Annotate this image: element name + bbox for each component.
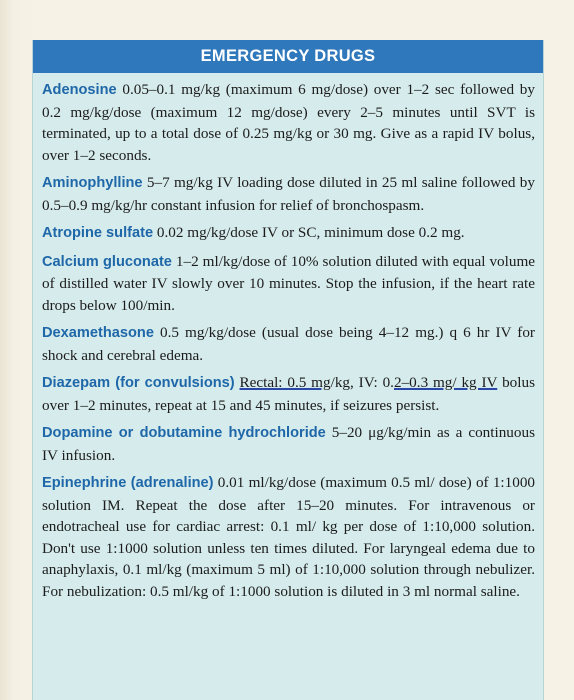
drug-name: Epinephrine (adrenaline) — [42, 475, 214, 491]
drug-dosage-part: bolus over 1–2 minutes, repeat at 15 and 45 minutes, if seizures persist. — [42, 374, 536, 414]
drug-dosage: 0.02 mg/kg/dose IV or SC, minimum dose 0.2 mg. — [156, 224, 465, 241]
drug-name: Dopamine or dobutamine hydrochloride — [42, 425, 326, 441]
drug-dosage: 0.5 mg/kg/dose (usual dose being 4–12 mg.) q 6 hr IV for shock and cerebral edema. — [42, 324, 535, 364]
pen-underline-rectal: Rectal: 0.5 mg — [239, 374, 331, 391]
drug-entry-aminophylline — [42, 172, 535, 216]
pen-underline-iv: 2–0.3 mg/ kg IV — [393, 374, 498, 391]
drug-name: Calcium gluconate — [42, 253, 172, 270]
drug-entry-atropine — [42, 222, 535, 245]
drug-entry-adenosine — [42, 79, 535, 166]
drug-entry-calcium-gluconate — [42, 251, 535, 317]
drug-name: Atropine sulfate — [42, 225, 154, 241]
drug-name: Dexamethasone — [42, 325, 154, 341]
drug-dosage: 5–7 mg/kg IV loading dose diluted in 25 ml saline followed by 0.5–0.9 mg/kg/hr constant infusion for relief of bronchospasm. — [42, 174, 535, 214]
drug-dosage: 5–20 μg/kg/min as a continuous IV infusion. — [42, 424, 536, 464]
section-header — [33, 40, 543, 73]
drug-dosage-part: /kg, IV: 0. — [330, 374, 394, 391]
drug-name: Adenosine — [42, 82, 117, 98]
drug-dosage: 0.01 ml/kg/dose (maximum 0.5 ml/ dose) of 1:1000 solution IM. Repeat the dose after 15–20 minutes. For intravenous or endotracheal use for cardiac arrest: 0.1 ml/ kg per dose of 1:10,000 solution. Don't use 1:1000 solution unless ten times diluted. For laryngeal edema due to anaphylaxis, 0.1 ml/kg (maximum 5 ml) of 1:10,000 solution through nebulizer. For nebulization: 0.5 ml/kg of 1:1000 solution is diluted in 3 ml normal saline. — [42, 474, 536, 600]
drug-entry-epinephrine — [42, 472, 535, 602]
drug-entry-diazepam — [42, 372, 535, 416]
drug-dosage: 0.05–0.1 mg/kg (maximum 6 mg/dose) over 1–2 sec followed by 0.2 mg/kg/dose (maximum 12 mg/dose) every 2–5 minutes until SVT is terminated, up to a total dose of 0.25 mg/kg or 30 mg. Give as a rapid IV bolus, over 1–2 seconds. — [42, 81, 535, 164]
section-title: EMERGENCY DRUGS — [200, 47, 376, 65]
emergency-drugs-box — [32, 40, 544, 700]
drug-entry-dexamethasone — [42, 322, 535, 366]
drug-name: Diazepam (for convulsions) — [42, 375, 235, 391]
drug-name: Aminophylline — [42, 175, 143, 191]
drug-list — [33, 73, 543, 602]
drug-entry-dopamine — [42, 422, 535, 466]
drug-dosage: 1–2 ml/kg/dose of 10% solution diluted with equal volume of distilled water IV slowly over 10 minutes. Stop the infusion, if the heart rate drops below 100/min. — [42, 252, 536, 314]
